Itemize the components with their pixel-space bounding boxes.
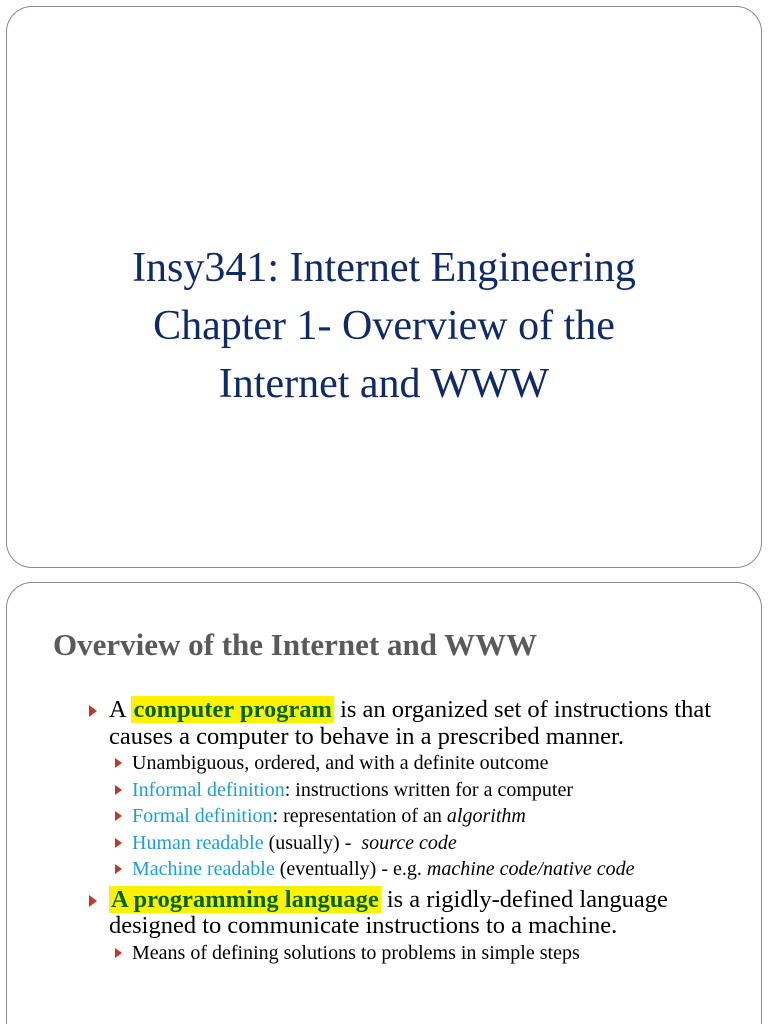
title-line-course: Insy341: Internet Engineering xyxy=(132,245,636,291)
triangle-bullet-icon xyxy=(89,705,97,717)
sub-bullet-machine-readable xyxy=(7,856,761,883)
sub-bullet-term: Formal definition xyxy=(132,805,273,827)
slide-heading: Overview of the Internet and WWW xyxy=(53,627,538,662)
sub-bullet-formal xyxy=(7,803,761,830)
sub-bullet-text: Means of defining solutions to problems in simple steps xyxy=(132,941,580,964)
triangle-bullet-icon xyxy=(115,948,122,958)
slide-title xyxy=(7,239,761,413)
sub-bullet-informal xyxy=(7,777,761,804)
triangle-bullet-icon xyxy=(115,785,122,795)
sub-bullet-italic: source code xyxy=(361,831,457,854)
sub-bullet-term: Machine readable xyxy=(132,858,275,880)
triangle-bullet-icon xyxy=(115,864,122,874)
sub-bullet-unambiguous xyxy=(7,750,761,777)
triangle-bullet-icon xyxy=(115,811,122,821)
title-slide xyxy=(6,6,762,568)
bullet-programming-language xyxy=(7,887,761,940)
bullet-text: is an organized set of instructions that causes a computer to behave in a prescribed manner. xyxy=(109,696,712,750)
bullet-prefix: A xyxy=(109,696,126,723)
highlighted-term: A programming language xyxy=(111,885,379,913)
triangle-bullet-icon xyxy=(115,758,122,768)
sub-bullet-text: (eventually) - e.g. xyxy=(279,858,422,880)
title-line-chapter: Chapter 1- Overview of the xyxy=(153,303,615,349)
title-line-topic: Internet and WWW xyxy=(218,361,550,407)
sub-bullet-italic: machine code/native code xyxy=(426,858,635,880)
highlighted-term: computer program xyxy=(133,696,332,723)
sub-bullet-text: : representation of an xyxy=(272,805,442,827)
sub-bullet-human-readable xyxy=(7,830,761,857)
sub-bullet-text: (usually) - xyxy=(268,831,352,854)
sub-bullet-italic: algorithm xyxy=(446,805,526,827)
bullet-computer-program xyxy=(7,697,761,750)
content-slide xyxy=(6,582,762,1024)
sub-bullet-term: Informal definition xyxy=(132,778,285,801)
bullet-text: is a rigidly-defined language designed to communicate instructions to a machine. xyxy=(109,885,668,939)
sub-bullet-text: : instructions written for a computer xyxy=(284,778,573,801)
sub-bullet-term: Human readable xyxy=(132,831,264,854)
triangle-bullet-icon xyxy=(89,895,97,907)
triangle-bullet-icon xyxy=(115,838,122,848)
slide-content xyxy=(7,697,761,966)
sub-bullet-means xyxy=(7,940,761,967)
sub-bullet-text: Unambiguous, ordered, and with a definite outcome xyxy=(132,752,549,774)
